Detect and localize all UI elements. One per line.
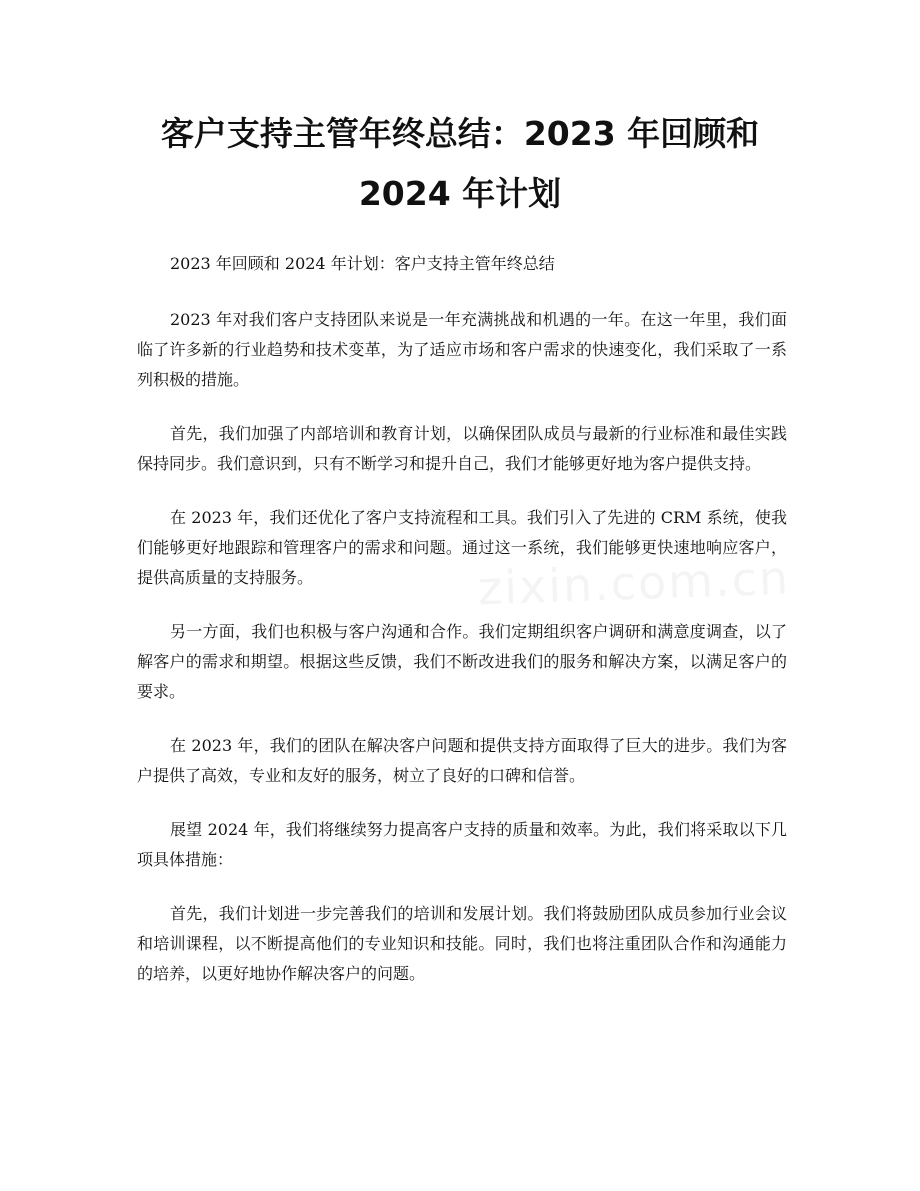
body-paragraph: 2023 年对我们客户支持团队来说是一年充满挑战和机遇的一年。在这一年里，我们面临了许多新的行业趋势和技术变革，为了适应市场和客户需求的快速变化，我们采取了一系列积极的措施。 — [137, 310, 787, 389]
body-paragraph: 首先，我们加强了内部培训和教育计划，以确保团队成员与最新的行业标准和最佳实践保持同步。我们意识到，只有不断学习和提升自己，我们才能够更好地为客户提供支持。 — [137, 424, 787, 473]
document-title: 客户支持主管年终总结：2023 年回顾和 2024 年计划 — [160, 114, 760, 213]
subtitle-paragraph: 2023 年回顾和 2024 年计划：客户支持主管年终总结 — [170, 254, 555, 273]
document-body — [137, 249, 787, 1013]
body-paragraph: 在 2023 年，我们的团队在解决客户问题和提供支持方面取得了巨大的进步。我们为客户提供了高效，专业和友好的服务，树立了良好的口碑和信誉。 — [137, 736, 787, 785]
watermark: zixin.com.cn — [477, 550, 791, 616]
body-paragraph: 另一方面，我们也积极与客户沟通和合作。我们定期组织客户调研和满意度调查，以了解客户的需求和期望。根据这些反馈，我们不断改进我们的服务和解决方案，以满足客户的要求。 — [137, 622, 787, 701]
body-paragraph: 在 2023 年，我们还优化了客户支持流程和工具。我们引入了先进的 CRM 系统，使我们能够更好地跟踪和管理客户的需求和问题。通过这一系统，我们能够更快速地响应客户，提供高质量的支持服务。 — [137, 508, 787, 587]
body-paragraph: 首先，我们计划进一步完善我们的培训和发展计划。我们将鼓励团队成员参加行业会议和培训课程，以不断提高他们的专业知识和技能。同时，我们也将注重团队合作和沟通能力的培养，以更好地协作解决客户的问题。 — [137, 904, 787, 983]
body-paragraph: 展望 2024 年，我们将继续努力提高客户支持的质量和效率。为此，我们将采取以下几项具体措施： — [137, 820, 787, 869]
